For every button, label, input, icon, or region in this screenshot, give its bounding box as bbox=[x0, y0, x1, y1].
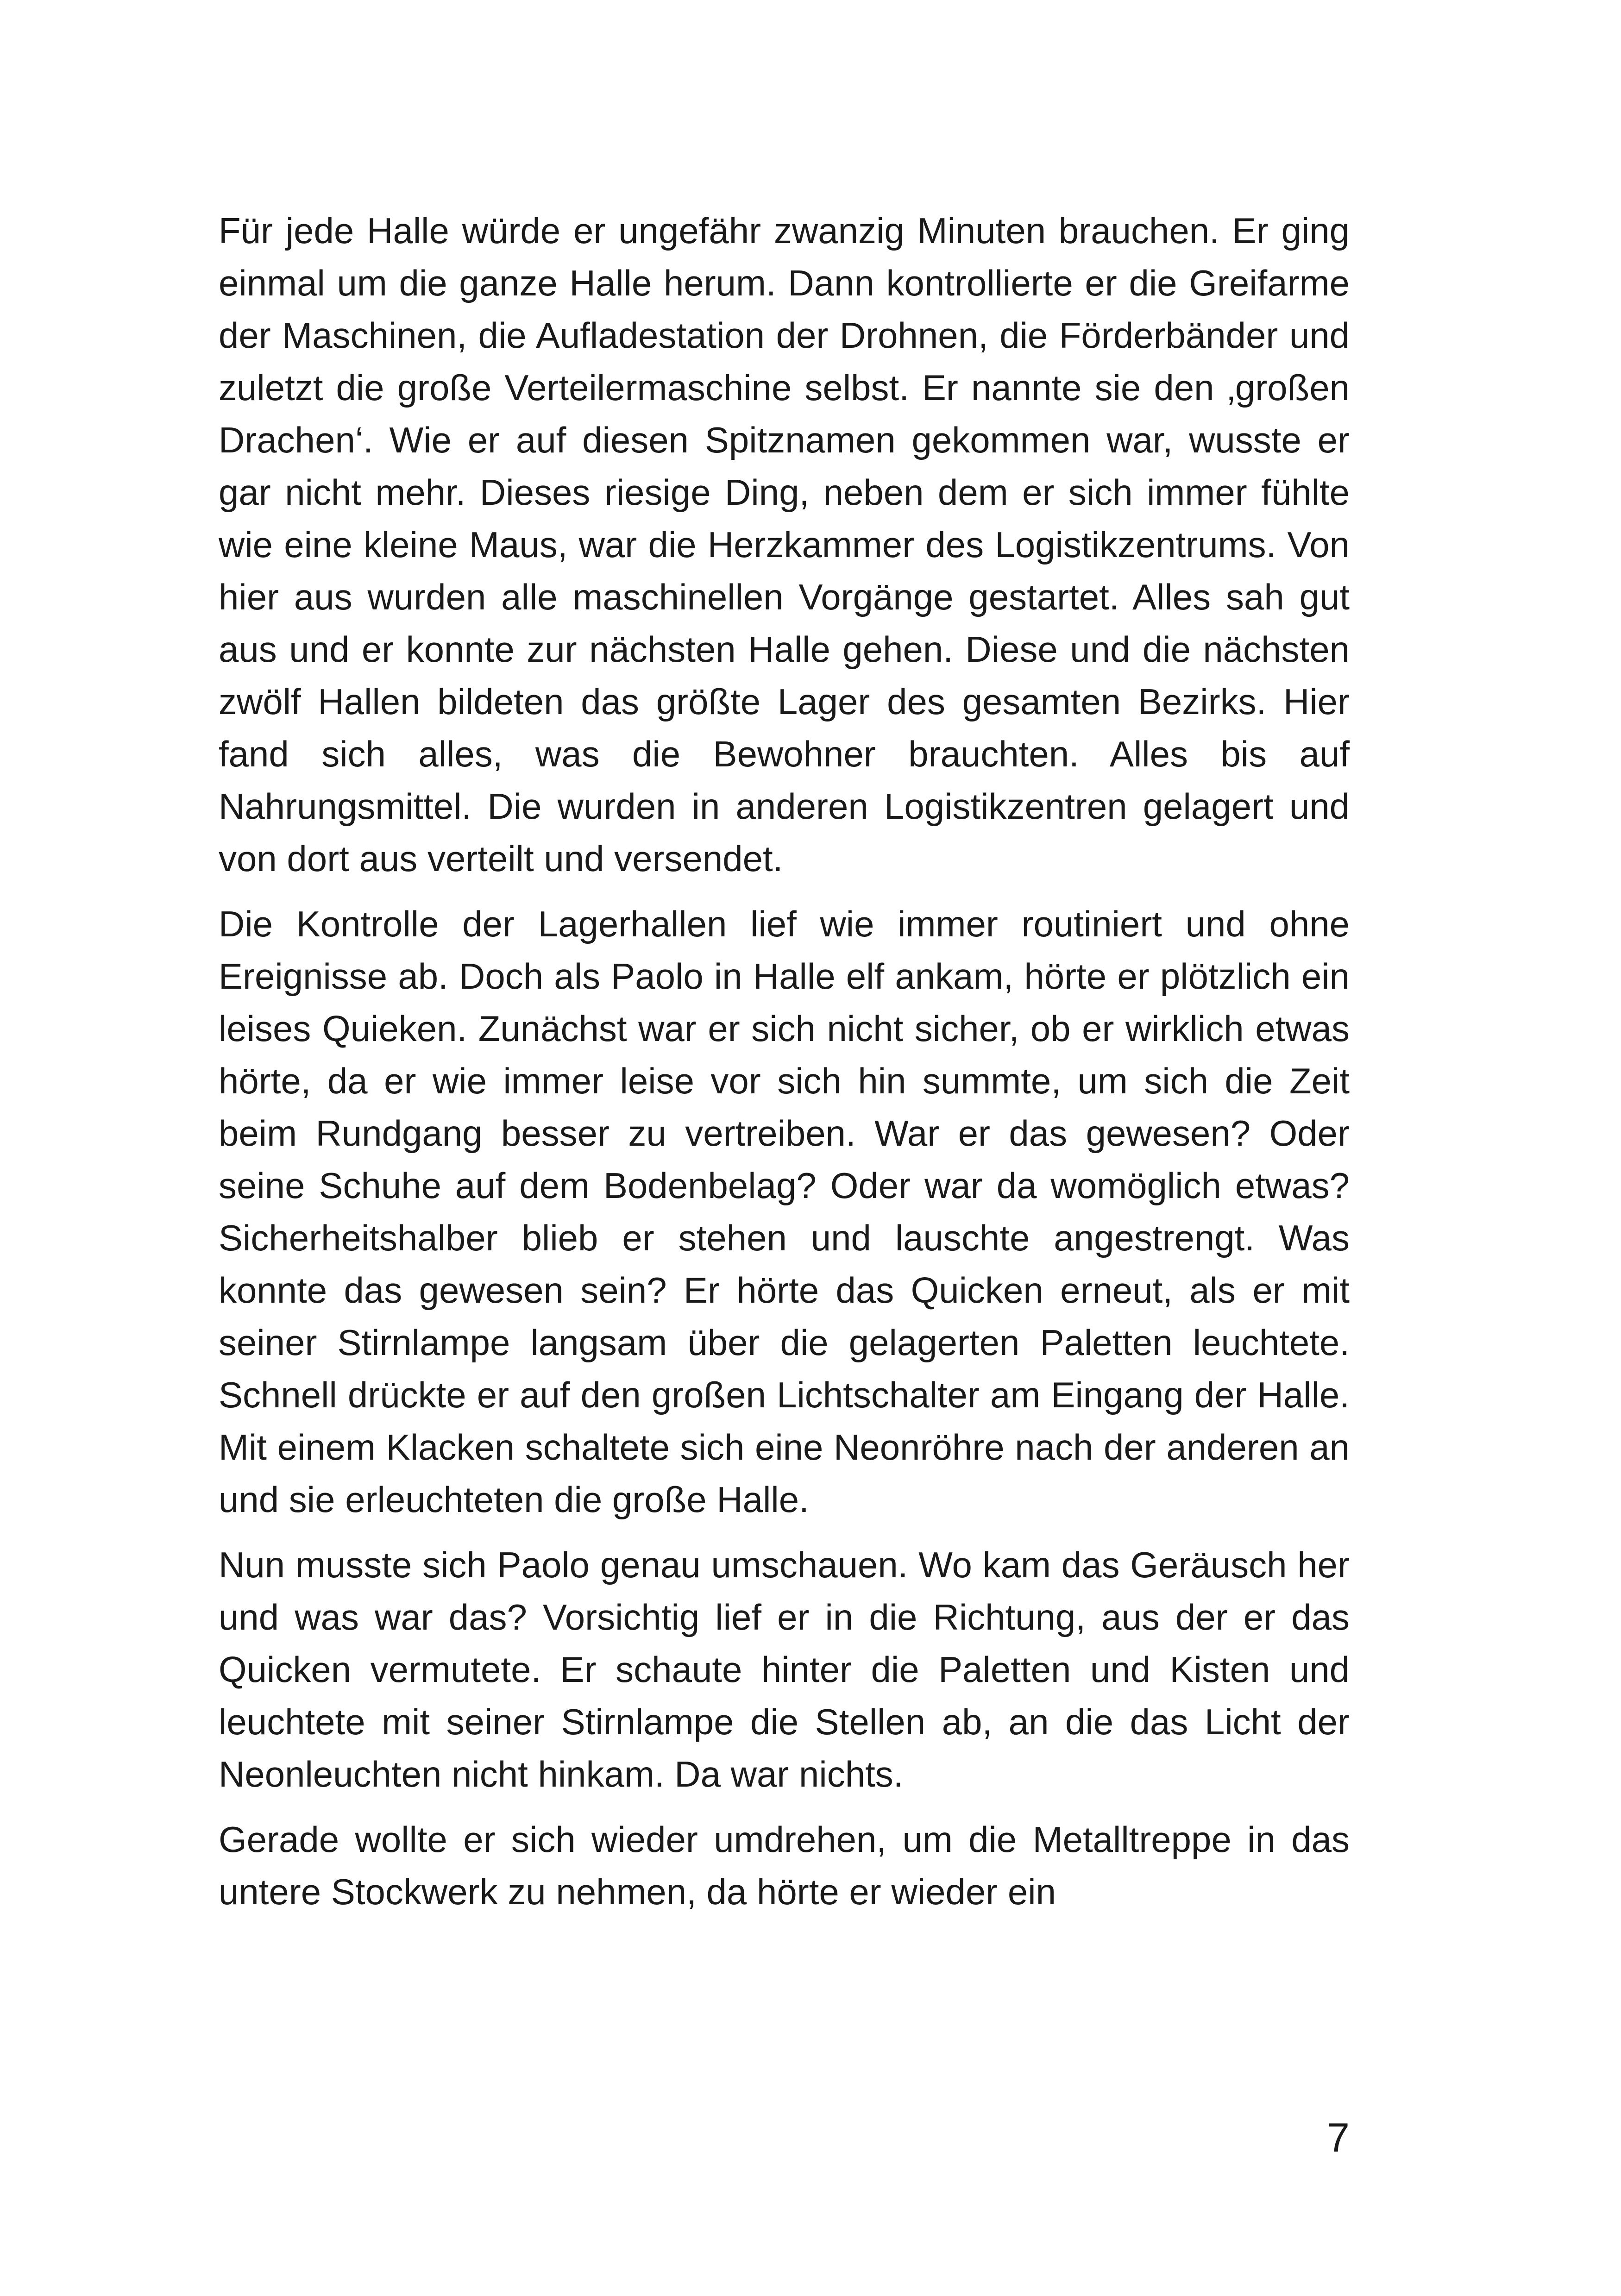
page-number: 7 bbox=[1327, 2114, 1350, 2160]
paragraph: Für jede Halle würde er ungefähr zwanzig Minuten brauchen. Er ging einmal um die ganze Halle herum. Dann kontrollierte er die Greifarme der Maschinen, die Aufladestation der Drohnen, die Förderbänder und zuletzt die große Verteilermaschine selbst. Er nannte sie den ‚großen Drachen‘. Wie er auf diesen Spitznamen gekommen war, wusste er gar nicht mehr. Dieses riesige Ding, neben dem er sich immer fühlte wie eine kleine Maus, war die Herzkammer des Logistikzentrums. Von hier aus wurden alle maschinellen Vorgänge gestartet. Alles sah gut aus und er konnte zur nächsten Halle gehen. Diese und die nächsten zwölf Hallen bildeten das größte Lager des gesamten Bezirks. Hier fand sich alles, was die Bewohner brauchten. Alles bis auf Nahrungsmittel. Die wurden in anderen Logistikzentren gelagert und von dort aus verteilt und versendet. bbox=[219, 210, 1350, 879]
body-text bbox=[219, 205, 1350, 1931]
paragraph: Gerade wollte er sich wieder umdrehen, um die Metalltreppe in das untere Stockwerk zu nehmen, da hörte er wieder ein bbox=[219, 1819, 1350, 1912]
paragraph: Nun musste sich Paolo genau umschauen. Wo kam das Geräusch her und was war das? Vorsichtig lief er in die Richtung, aus der er das Quicken vermutete. Er schaute hinter die Paletten und Kisten und leuchtete mit seiner Stirnlampe die Stellen ab, an die das Licht der Neonleuchten nicht hinkam. Da war nichts. bbox=[219, 1544, 1350, 1794]
paragraph: Die Kontrolle der Lagerhallen lief wie immer routiniert und ohne Ereignisse ab. Doch als Paolo in Halle elf ankam, hörte er plötzlich ein leises Quieken. Zunächst war er sich nicht sicher, ob er wirklich etwas hörte, da er wie immer leise vor sich hin summte, um sich die Zeit beim Rundgang besser zu vertreiben. War er das gewesen? Oder seine Schuhe auf dem Bodenbelag? Oder war da womöglich etwas? Sicherheitshalber blieb er stehen und lauschte angestrengt. Was konnte das gewesen sein? Er hörte das Quicken erneut, als er mit seiner Stirnlampe langsam über die gelagerten Paletten leuchtete. Schnell drückte er auf den großen Lichtschalter am Eingang der Halle. Mit einem Klacken schaltete sich eine Neonröhre nach der anderen an und sie erleuchteten die große Halle. bbox=[219, 903, 1350, 1520]
